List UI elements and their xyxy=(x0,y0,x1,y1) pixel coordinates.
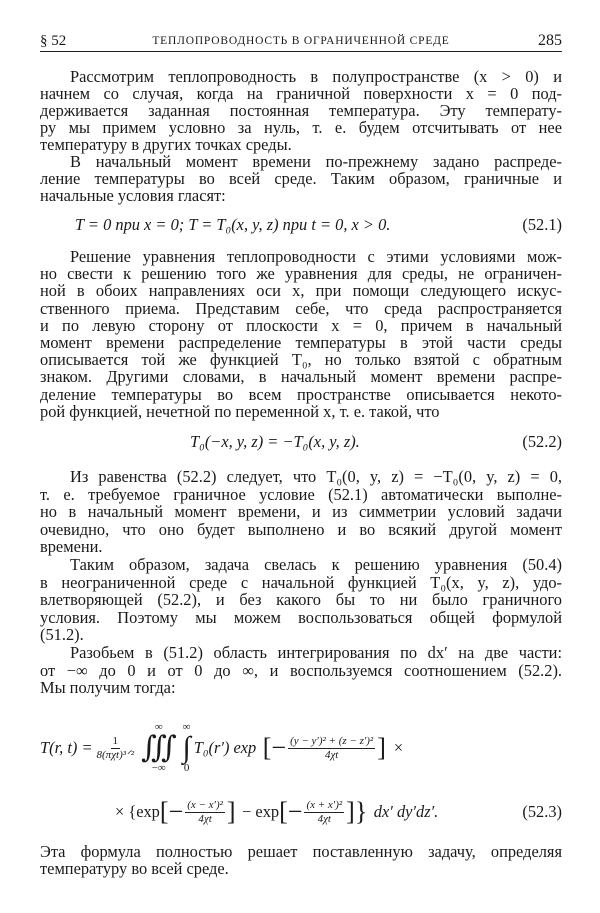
text-line: описывается той же функцией T₀, но только взятой с обратным xyxy=(40,350,562,370)
text-line: условия. Поэтому мы можем воспользоваться общей формулой xyxy=(40,607,562,627)
times-sign: × xyxy=(393,738,404,757)
text-line: от −∞ до 0 и от 0 до ∞, и воспользуемся соотношением (52.2). xyxy=(40,660,562,680)
running-header xyxy=(40,31,562,51)
text-line: температуру в других точках среды. xyxy=(40,135,292,154)
text-line: т. е. требуемое граничное условие (52.1) автоматически выполне- xyxy=(40,484,562,504)
equation-52-3-line-2: × {exp [− $\frac{\text{(x − x′)²}}{4\chi t}$ ] − exp [− $\frac{\text{(x + x′)²}}{4\chi t}$ ]} dx′ dy′dz′. xyxy=(115,797,439,826)
text-line: и по левую сторону от плоскости x = 0, причем в начальный xyxy=(40,315,562,335)
differentials: dx′ dy′dz′. xyxy=(373,802,439,821)
page-number: 285 xyxy=(538,32,562,49)
text-line: ление температуры во всей среде. Таким образом, граничные и xyxy=(40,169,562,188)
exponent-fraction-1: $\frac{\text{(y − y′)² + (z − z′)²}}{4\chi t}$ xyxy=(290,734,374,761)
equation-52-2: T₀(−x, y, z) = −T₀(x, y, z). xyxy=(190,432,360,451)
text-line: в неограниченной среде с начальной функцией T₀(x, y, z), удо- xyxy=(40,572,562,592)
triple-integral: ∞ ∭ −∞ xyxy=(141,721,177,774)
equation-52-3-line-1: T(r, t) = $\frac{1}{\text{8(πχt)³ᐟ²}}$ ∞ ∭ −∞ ∞ ∫ 0 T₀(r′) exp [− $\frac{\text{(y − y′)² + (z − z′)²}}{4\chi t}$ ] × xyxy=(40,721,404,774)
text-line: влетворяющей (52.2), и без какого бы то ни было граничного xyxy=(40,590,562,610)
integrand: T₀(r′) exp xyxy=(193,738,257,757)
text-line: Таким образом, задача свелась к решению уравнения (50.4) xyxy=(70,555,562,574)
header-rule xyxy=(40,51,562,52)
text-line: времени. xyxy=(40,537,103,557)
text-line: но свести к решению того же уравнения для среды, не ограничен- xyxy=(40,264,562,284)
text-line: знаком. Другими словами, в начальный момент времени распре- xyxy=(40,367,562,387)
text-line: очевидно, что оно будет выполнено и во всякий другой момент xyxy=(40,519,562,539)
coefficient-fraction: $\frac{1}{\text{8(πχt)³ᐟ²}}$ xyxy=(96,734,135,761)
equation-number-52-3: (52.3) xyxy=(522,802,562,821)
text-line: деление температуры во всем пространстве описывается некото- xyxy=(40,384,562,404)
running-title: ТЕПЛОПРОВОДНОСТЬ В ОГРАНИЧЕННОЙ СРЕДЕ xyxy=(152,35,450,47)
equation-number-52-2: (52.2) xyxy=(522,432,562,451)
minus-exp: − exp xyxy=(242,802,280,821)
text-line: держивается заданная постоянная температура. Эту температу- xyxy=(40,101,562,120)
text-line: ственного приема. Представим себе, что среда распространяется xyxy=(40,298,562,318)
text-line: начнем со случая, когда на граничной поверхности x = 0 под- xyxy=(40,84,562,103)
text-line: Мы получим тогда: xyxy=(40,678,176,698)
text-line: Из равенства (52.2) следует, что T₀(0, y, z) = −T₀(0, y, z) = 0, xyxy=(70,467,562,486)
text-line: момент времени распределение температуры в этой части среды xyxy=(40,333,562,352)
text-line: но в начальный момент времени, и из симметрии условий задачи xyxy=(40,502,562,522)
text-line: Эта формула полностью решает поставленную задачу, определяя xyxy=(40,842,562,861)
text-line: рой функцией, нечетной по переменной x, т. е. такой, что xyxy=(40,401,440,421)
exponent-fraction-3: $\frac{\text{(x + x′)²}}{4\chi t}$ xyxy=(306,798,343,825)
equation-52-1: T = 0 при x = 0; T = T₀(x, y, z) при t = 0, x > 0. xyxy=(75,215,391,234)
equation-number-52-1: (52.1) xyxy=(522,215,562,234)
text-line: ной в обоих направлениях оси x, при помощи следующего искус- xyxy=(40,281,562,301)
text-line: (51.2). xyxy=(40,625,84,645)
single-integral: ∞ ∫ 0 xyxy=(182,721,191,774)
text-line: В начальный момент времени по-прежнему задано распреде- xyxy=(70,152,562,171)
section-number: § 52 xyxy=(40,33,67,49)
text-line: Решение уравнения теплопроводности с этими условиями мож- xyxy=(70,247,562,266)
line2-open: × {exp xyxy=(115,802,160,821)
eq-lhs: T(r, t) = xyxy=(40,738,93,757)
exponent-fraction-2: $\frac{\text{(x − x′)²}}{4\chi t}$ xyxy=(187,798,223,825)
text-line: начальные условия гласят: xyxy=(40,186,226,205)
text-line: Рассмотрим теплопроводность в полупространстве (x > 0) и xyxy=(70,67,562,86)
text-line: Разобьем в (51.2) область интегрирования по dx′ на две части: xyxy=(70,643,562,662)
text-line: температуру во всей среде. xyxy=(40,858,229,878)
text-line: ру мы примем условно за нуль, т. е. будем отсчитывать от нее xyxy=(40,118,562,137)
